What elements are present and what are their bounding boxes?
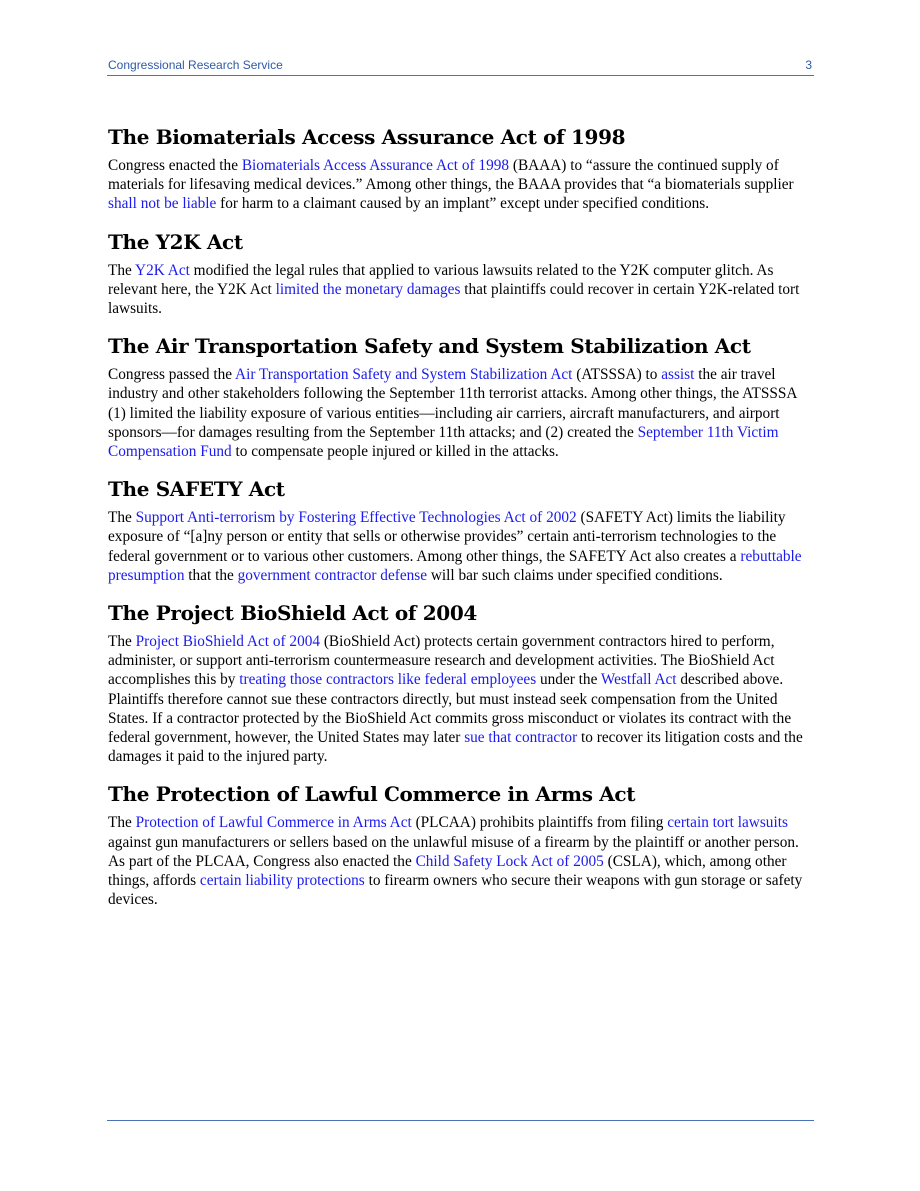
page-header [107, 57, 814, 76]
section [108, 124, 814, 214]
section-heading: The Biomaterials Access Assurance Act of 1998 [108, 125, 626, 149]
paragraph-text: The [108, 814, 136, 832]
paragraph-text: (BAAA) to “assure the continued supply of materials for lifesaving medical devices.” Among other things, the BAAA provides that “a biomaterials supplier [108, 157, 794, 194]
paragraph-text: for harm to a claimant caused by an implant” except under specified conditions. [216, 195, 710, 213]
paragraph-text: to recover its litigation costs and the damages it paid to the injured party. [108, 729, 803, 766]
citation-link[interactable]: sue that contractor [464, 729, 578, 747]
section-paragraph [108, 632, 814, 766]
citation-link[interactable]: Westfall Act [600, 671, 677, 689]
citation-link[interactable]: government contractor defense [237, 566, 428, 584]
citation-link[interactable]: Y2K Act [135, 261, 190, 279]
citation-link[interactable]: shall not be liable [108, 195, 217, 213]
paragraph-text: the air travel industry and other stakeholders following the September 11th terrorist attacks. Among other things, the ATSSSA (1) limited the liability exposure of various entities—including air carriers, aircraft manufacturers, and airport sponsors—for damages resulting from the September 11th attacks; and (2) created the [108, 366, 797, 441]
section-paragraph [108, 365, 814, 461]
paragraph-text: to compensate people injured or killed in the attacks. [231, 443, 559, 461]
section-heading: The Protection of Lawful Commerce in Arms Act [108, 782, 636, 807]
paragraph-text: (PLCAA) prohibits plaintiffs from filing [411, 814, 668, 832]
section [108, 476, 814, 585]
section-paragraph [108, 261, 814, 319]
citation-link[interactable]: Protection of Lawful Commerce in Arms Act [135, 814, 412, 832]
section [108, 333, 814, 461]
citation-link[interactable]: rebuttable presumption [108, 547, 802, 584]
citation-link[interactable]: limited the monetary damages [275, 280, 461, 298]
paragraph-text: to firearm owners who secure their weapons with gun storage or safety devices. [108, 872, 803, 909]
section-heading: The SAFETY Act [108, 477, 285, 502]
section-heading: The Y2K Act [108, 229, 243, 254]
paragraph-text: The [108, 633, 136, 651]
paragraph-text: against gun manufacturers or sellers based on the unlawful misuse of a firearm by the plaintiff or another person. As part of the PLCAA, Congress also enacted the [108, 833, 799, 870]
paragraph-text: under the [536, 671, 601, 689]
citation-link[interactable]: Project BioShield Act of 2004 [135, 633, 321, 651]
paragraph-text: The [108, 261, 136, 279]
section [108, 781, 814, 909]
header-organization: Congressional Research Service [108, 58, 283, 72]
paragraph-text: (ATSSSA) to [572, 366, 662, 384]
section-paragraph [108, 813, 814, 909]
section-heading: The Air Transportation Safety and System Stabilization Act [108, 334, 751, 359]
section-paragraph [108, 508, 814, 585]
citation-link[interactable]: Air Transportation Safety and System Stabilization Act [235, 366, 573, 384]
document-body [108, 124, 814, 924]
citation-link[interactable]: Biomaterials Access Assurance Act of 1998 [241, 157, 510, 174]
section [108, 600, 814, 766]
paragraph-text: Congress enacted the [108, 157, 242, 174]
section-paragraph [108, 156, 814, 214]
citation-link[interactable]: September 11th Victim Compensation Fund [108, 423, 779, 461]
citation-link[interactable]: certain tort lawsuits [667, 814, 788, 832]
paragraph-text: Congress passed the [108, 366, 236, 384]
citation-link[interactable]: Support Anti-terrorism by Fostering Effective Technologies Act of 2002 [135, 509, 577, 527]
footer-rule [107, 1120, 814, 1121]
paragraph-text: (CSLA), which, among other things, affords [108, 852, 787, 890]
paragraph-text: will bar such claims under specified conditions. [427, 566, 723, 584]
citation-link[interactable]: assist [661, 366, 695, 384]
paragraph-text: that plaintiffs could recover in certain Y2K-related tort lawsuits. [108, 280, 800, 318]
citation-link[interactable]: Child Safety Lock Act of 2005 [415, 852, 604, 870]
citation-link[interactable]: treating those contractors like federal employees [239, 671, 537, 689]
paragraph-text: (SAFETY Act) limits the liability exposure of “[a]ny person or entity that sells or otherwise provides” certain anti-terrorism technologies to the federal government or to various other customers. Among other things, the SAFETY Act also creates a [108, 509, 786, 565]
section-heading: The Project BioShield Act of 2004 [108, 601, 477, 626]
section [108, 229, 814, 319]
citation-link[interactable]: certain liability protections [199, 872, 365, 890]
paragraph-text: modified the legal rules that applied to various lawsuits related to the Y2K computer glitch. As relevant here, the Y2K Act [108, 261, 774, 298]
paragraph-text: that the [184, 566, 238, 584]
paragraph-text: The [108, 509, 136, 527]
paragraph-text: (BioShield Act) protects certain government contractors hired to perform, administer, or support anti-terrorism countermeasure research and development activities. The BioShield Act accomplishes this by [108, 633, 775, 689]
page-number: 3 [805, 58, 812, 72]
paragraph-text: described above. Plaintiffs therefore cannot sue these contractors directly, but must instead seek compensation from the United States. If a contractor protected by the BioShield Act commits gross misconduct or violates its contract with the federal government, however, the United States may later [108, 671, 792, 747]
